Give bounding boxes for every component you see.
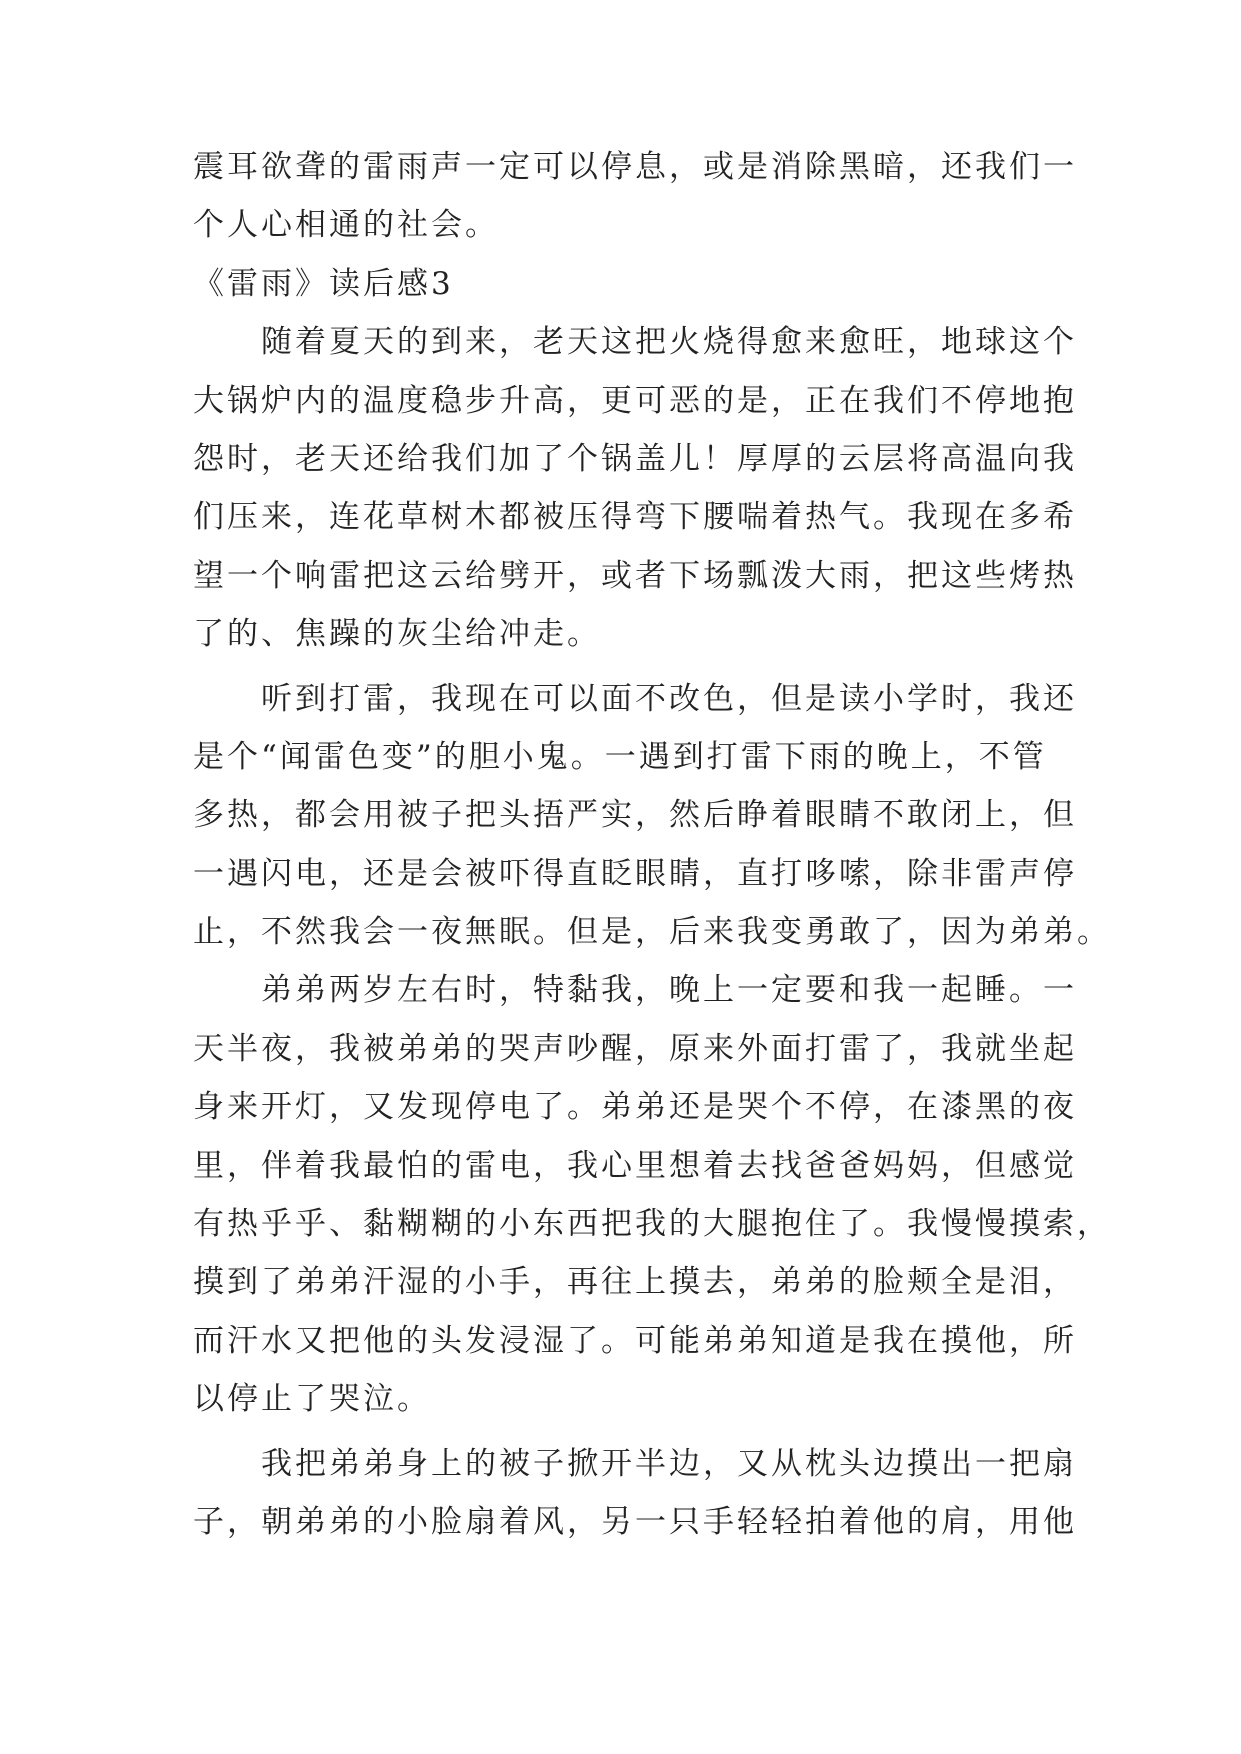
text-line: 们压来，连花草树木都被压得弯下腰喘着热气。我现在多希 xyxy=(193,499,1077,536)
section-heading: 《雷雨》读后感3 xyxy=(193,265,454,302)
text-line: 怨时，老天还给我们加了个锅盖儿！厚厚的云层将高温向我 xyxy=(193,440,1077,477)
text-line: 一遇闪电，还是会被吓得直眨眼睛，直打哆嗦，除非雷声停 xyxy=(193,855,1077,892)
text-line: 是个“闻雷色变”的胆小鬼。一遇到打雷下雨的晚上，不管 xyxy=(193,738,1047,775)
text-line: 个人心相通的社会。 xyxy=(193,207,499,244)
text-line: 了的、焦躁的灰尘给冲走。 xyxy=(193,616,601,653)
text-line: 摸到了弟弟汗湿的小手，再往上摸去，弟弟的脸颊全是泪， xyxy=(193,1264,1077,1301)
text-line: 而汗水又把他的头发浸湿了。可能弟弟知道是我在摸他，所 xyxy=(193,1322,1077,1359)
text-line: 止，不然我会一夜無眠。但是，后来我变勇敢了，因为弟弟。 xyxy=(193,914,1111,951)
text-line: 听到打雷，我现在可以面不改色，但是读小学时，我还 xyxy=(261,680,1077,717)
text-line: 大锅炉内的温度稳步升高，更可恶的是，正在我们不停地抱 xyxy=(193,382,1077,419)
text-line: 弟弟两岁左右时，特黏我，晚上一定要和我一起睡。一 xyxy=(261,972,1077,1009)
text-line: 以停止了哭泣。 xyxy=(193,1381,431,1418)
text-line: 有热乎乎、黏糊糊的小东西把我的大腿抱住了。我慢慢摸索， xyxy=(193,1206,1111,1243)
text-line: 望一个响雷把这云给劈开，或者下场瓢泼大雨，把这些烤热 xyxy=(193,557,1077,594)
text-line: 天半夜，我被弟弟的哭声吵醒，原来外面打雷了，我就坐起 xyxy=(193,1030,1077,1067)
text-line: 震耳欲聋的雷雨声一定可以停息，或是消除黑暗，还我们一 xyxy=(193,149,1077,185)
text-line: 子，朝弟弟的小脸扇着风，另一只手轻轻拍着他的肩，用他 xyxy=(193,1503,1077,1540)
text-line: 多热，都会用被子把头捂严实，然后睁着眼睛不敢闭上，但 xyxy=(193,797,1077,834)
document-body xyxy=(193,138,1111,1551)
text-line: 随着夏天的到来，老天这把火烧得愈来愈旺，地球这个 xyxy=(261,324,1077,361)
text-line: 里，伴着我最怕的雷电，我心里想着去找爸爸妈妈，但感觉 xyxy=(193,1147,1077,1184)
text-line: 我把弟弟身上的被子掀开半边，又从枕头边摸出一把扇 xyxy=(261,1445,1077,1482)
text-line: 身来开灯，又发现停电了。弟弟还是哭个不停，在漆黑的夜 xyxy=(193,1089,1077,1126)
